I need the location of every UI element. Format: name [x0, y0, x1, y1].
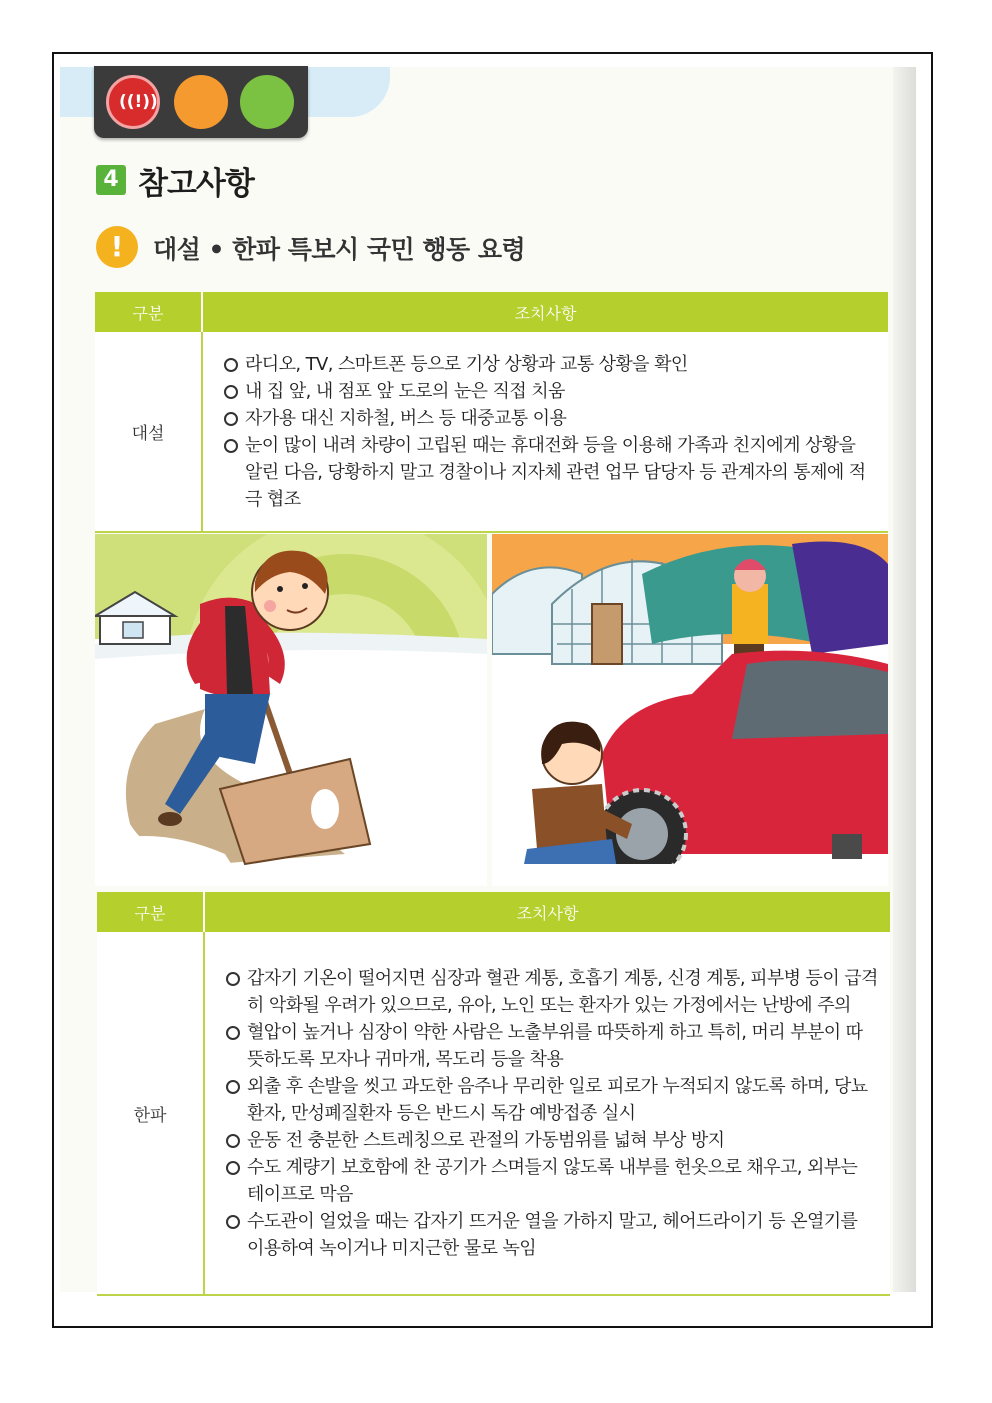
snow-action-table	[95, 292, 888, 533]
list-item: 외출 후 손발을 씻고 과도한 음주나 무리한 일로 피로가 누적되지 않도록 하며, 당뇨환자, 만성폐질환자 등은 반드시 독감 예방접종 실시	[225, 1073, 878, 1127]
green-light	[240, 75, 294, 129]
action-list	[225, 965, 878, 1262]
list-item: 라디오, TV, 스마트폰 등으로 기상 상황과 교통 상황을 확인	[223, 351, 876, 378]
tire-chain-svg	[492, 534, 888, 886]
list-item: 눈이 많이 내려 차량이 고립된 때는 휴대전화 등을 이용해 가족과 친지에게 상황을 알린 다음, 당황하지 말고 경찰이나 지자체 관련 업무 담당자 등 관계자의 통제에 적극 협조	[223, 432, 876, 513]
snow-shoveling-illustration	[95, 534, 487, 886]
snow-shoveling-svg	[95, 534, 487, 886]
red-light	[106, 75, 160, 129]
table-header-actions: 조치사항	[202, 292, 888, 332]
section-title: 참고사항	[138, 166, 254, 202]
cold-wave-action-table	[97, 892, 890, 1296]
table-header-category: 구분	[95, 292, 202, 332]
list-item: 수도 계량기 보호함에 찬 공기가 스며들지 않도록 내부를 헌옷으로 채우고, 외부는 테이프로 막음	[225, 1154, 878, 1208]
traffic-light-header	[94, 66, 308, 138]
orange-light	[174, 75, 228, 129]
list-item: 갑자기 기온이 떨어지면 심장과 혈관 계통, 호흡기 계통, 신경 계통, 피부병 등이 급격히 악화될 우려가 있으므로, 유아, 노인 또는 환자가 있는 가정에서는 난방에 주의	[225, 965, 878, 1019]
table-header-category: 구분	[97, 892, 204, 932]
subsection-title: 대설 • 한파 특보시 국민 행동 요령	[153, 235, 526, 264]
table-header-actions: 조치사항	[204, 892, 890, 932]
tire-chain-greenhouse-illustration	[492, 534, 888, 886]
list-item: 혈압이 높거나 심장이 약한 사람은 노출부위를 따뜻하게 하고 특히, 머리 부분이 따뜻하도록 모자나 귀마개, 목도리 등을 착용	[225, 1019, 878, 1073]
page-edge-shadow	[893, 67, 916, 1292]
actions-cell	[202, 332, 888, 532]
category-cell: 대설	[95, 332, 202, 532]
list-item: 내 집 앞, 내 점포 앞 도로의 눈은 직접 치움	[223, 378, 876, 405]
list-item: 수도관이 얼었을 때는 갑자기 뜨거운 열을 가하지 말고, 헤어드라이기 등 온열기를 이용하여 녹이거나 미지근한 물로 녹임	[225, 1208, 878, 1262]
action-list	[223, 351, 876, 513]
list-item: 자가용 대신 지하철, 버스 등 대중교통 이용	[223, 405, 876, 432]
actions-cell	[204, 932, 890, 1295]
category-cell: 한파	[97, 932, 204, 1295]
alarm-icon: ((!))	[119, 92, 158, 112]
section-number-badge: 4	[96, 165, 126, 195]
exclamation-icon: !	[96, 226, 138, 268]
list-item: 운동 전 충분한 스트레칭으로 관절의 가동범위를 넓혀 부상 방지	[225, 1127, 878, 1154]
